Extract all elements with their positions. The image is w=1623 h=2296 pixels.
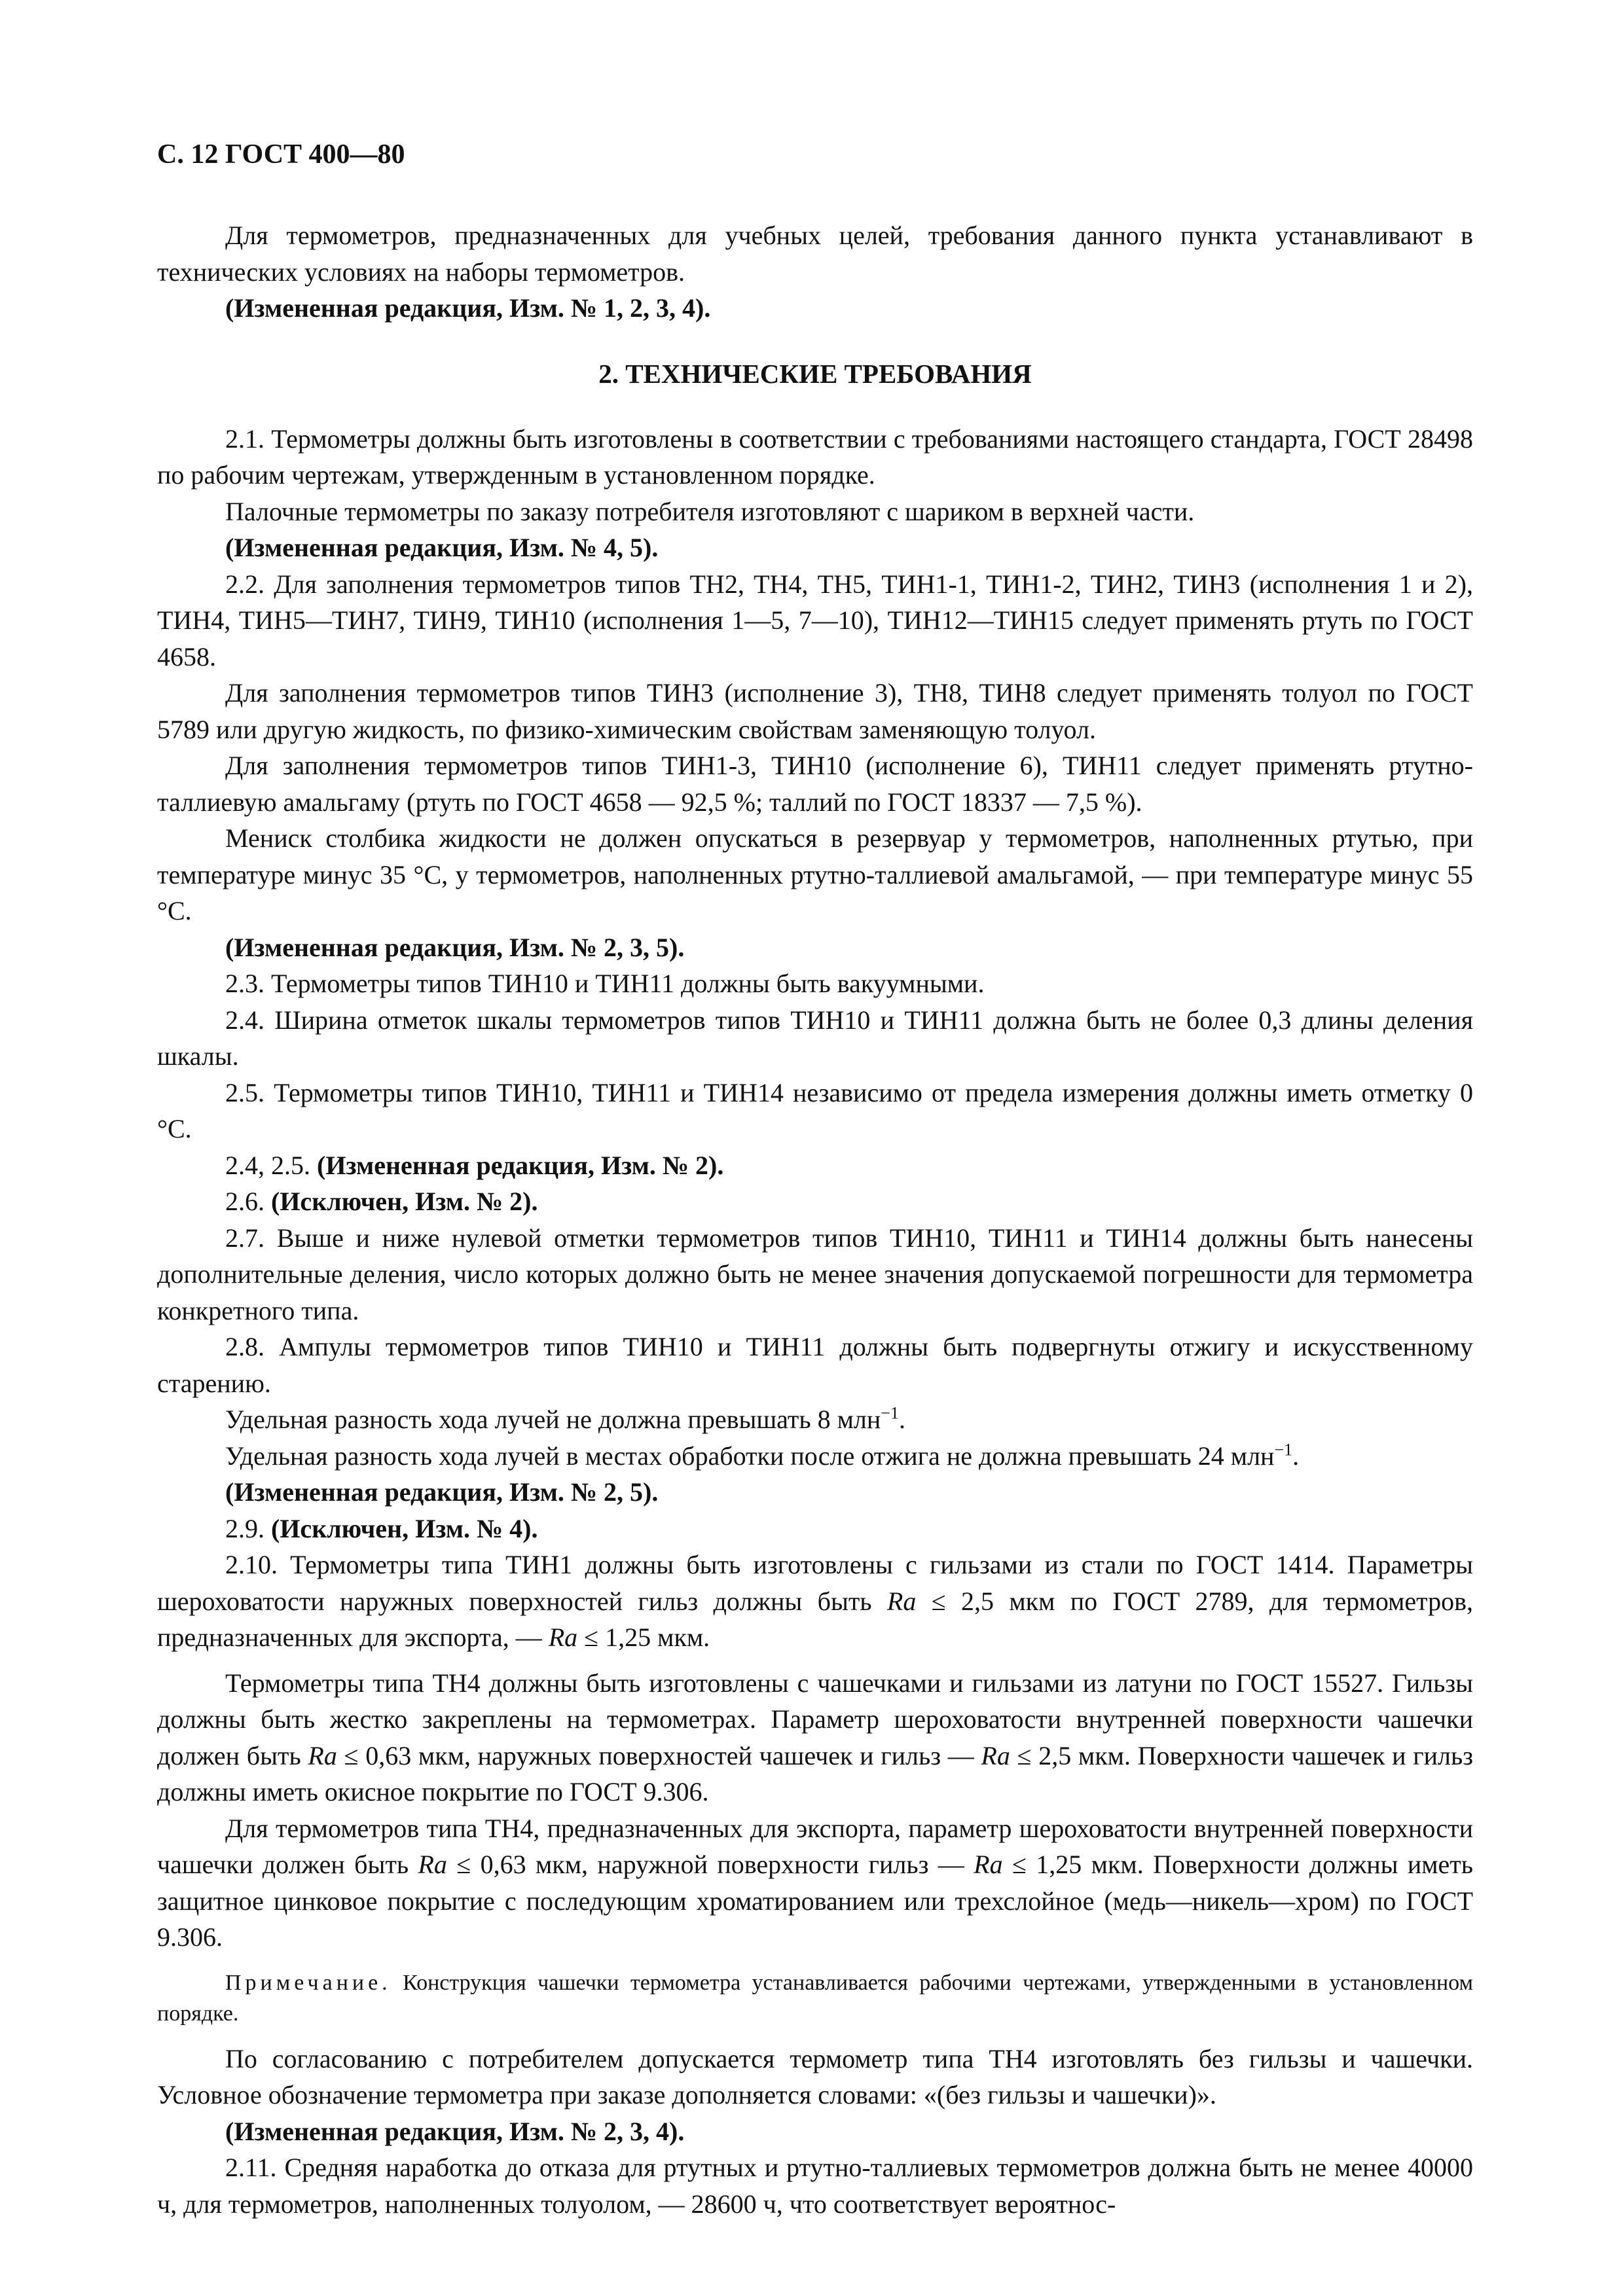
text: Удельная разность хода лучей не должна превышать 8 млн — [225, 1405, 881, 1434]
note-label: Примечание. — [225, 1970, 392, 1995]
text: ≤ 2,5 мкм по ГОСТ 2789, для термометров, предназначенных для экспорта, — — [157, 1586, 1474, 1652]
excluded-note: (Исключен, Изм. № 4). — [271, 1513, 538, 1543]
clause-number: 2.9. — [225, 1513, 264, 1543]
paragraph — [157, 1183, 1473, 1220]
paragraph — [157, 1547, 1473, 1656]
ra-symbol: Ra — [548, 1623, 578, 1652]
text: ≤ 0,63 мкм, наружных поверхностей чашечек и гильз — — [344, 1740, 974, 1770]
text: . — [1292, 1441, 1300, 1471]
text: ≤ 1,25 мкм. Поверхности должны иметь защитное цинковое покрытие с последующим хроматированием или трехслойное (медь—никель—хром) по ГОСТ 9.306. — [157, 1850, 1474, 1952]
text: . — [898, 1405, 905, 1434]
document-page — [157, 137, 1473, 2222]
text: ≤ 1,25 мкм. — [584, 1623, 710, 1652]
amendment-note: (Измененная редакция, Изм. № 4, 5). — [225, 533, 659, 562]
ra-symbol: Ra — [418, 1850, 447, 1879]
paragraph: 2.11. Средняя наработка до отказа для ртутных и ртутно-таллиевых термометров должна быть не менее 40000 ч, для термометров, наполненных толуолом, — 28600 ч, что соответствует вероятнос- — [157, 2153, 1473, 2219]
paragraph: 2.1. Термометры должны быть изготовлены в соответствии с требованиями настоящего стандарта, ГОСТ 28498 по рабочим чертежам, утвержденным в установленном порядке. — [157, 423, 1473, 490]
paragraph: 2.8. Ампулы термометров типов ТИН10 и ТИН11 должны быть подвергнуты отжигу и искусственному старению. — [157, 1332, 1473, 1398]
paragraph — [157, 1401, 1473, 1438]
text: ≤ 2,5 мкм. Поверхности чашечек и гильз должны иметь окисное покрытие по ГОСТ 9.306. — [157, 1740, 1474, 1806]
amendment-note: (Измененная редакция, Изм. № 2, 3, 5). — [225, 932, 685, 962]
paragraph: Палочные термометры по заказу потребителя изготовляют с шариком в верхней части. — [225, 496, 1195, 526]
paragraph: Для термометров, предназначенных для учебных целей, требования данного пункта устанавливают в технических условиях на наборы термометров. — [157, 221, 1473, 287]
clause-number: 2.6. — [225, 1187, 264, 1216]
note — [157, 1967, 1473, 2029]
superscript: −1 — [881, 1403, 899, 1423]
paragraph: 2.2. Для заполнения термометров типов ТН2, ТН4, ТН5, ТИН1-1, ТИН1-2, ТИН2, ТИН3 (исполнения 1 и 2), ТИН4, ТИН5—ТИН7, ТИН9, ТИН10 (исполнения 1—5, 7—10), ТИН12—ТИН15 следует применять ртуть по ГОСТ 4658. — [157, 569, 1473, 672]
excluded-note: (Исключен, Изм. № 2). — [271, 1187, 538, 1216]
section-title: 2. ТЕХНИЧЕСКИЕ ТРЕБОВАНИЯ — [598, 358, 1032, 389]
ra-symbol: Ra — [974, 1850, 1003, 1879]
text: 2.10. Термометры типа ТИН1 должны быть изготовлены с гильзами из стали по ГОСТ 1414. Параметры шероховатости наружных поверхностей гильз должны быть — [157, 1550, 1473, 1616]
paragraph — [157, 1438, 1473, 1475]
amendment-note: (Измененная редакция, Изм. № 1, 2, 3, 4). — [225, 293, 711, 323]
note-text: Конструкция чашечки термометра устанавливается рабочими чертежами, утвержденными в установленном порядке. — [157, 1970, 1474, 2026]
page-header: С. 12 ГОСТ 400—80 — [157, 139, 405, 170]
superscript: −1 — [1274, 1440, 1293, 1460]
text: Для термометров типа ТН4, предназначенных для экспорта, параметр шероховатости внутренней поверхности чашечки должен быть — [157, 1813, 1473, 1879]
paragraph — [157, 1147, 1473, 1184]
paragraph: Для заполнения термометров типов ТИН1-3, ТИН10 (исполнение 6), ТИН11 следует применять ртутно-таллиевую амальгаму (ртуть по ГОСТ 4658 — 92,5 %; таллий по ГОСТ 18337 — 7,5 %). — [157, 751, 1473, 817]
ra-symbol: Ra — [308, 1740, 337, 1770]
text: Термометры типа ТН4 должны быть изготовлены с чашечками и гильзами из латуни по ГОСТ 15527. Гильзы должны быть жестко закреплены на термометрах. Параметр шероховатости внутренней поверхности чашечки должен быть — [157, 1668, 1473, 1770]
paragraph: 2.5. Термометры типов ТИН10, ТИН11 и ТИН14 независимо от предела измерения должны иметь отметку 0 °С. — [157, 1077, 1473, 1143]
text: ≤ 0,63 мкм, наружной поверхности гильз — — [456, 1850, 964, 1879]
amendment-note: (Измененная редакция, Изм. № 2, 3, 4). — [225, 2116, 685, 2146]
paragraph: 2.4. Ширина отметок шкалы термометров типов ТИН10 и ТИН11 должна быть не более 0,3 длины деления шкалы. — [157, 1005, 1473, 1071]
text: Удельная разность хода лучей в местах обработки после отжига не должна превышать 24 млн — [225, 1441, 1275, 1471]
paragraph: По согласованию с потребителем допускается термометр типа ТН4 изготовлять без гильзы и чашечки. Условное обозначение термометра при заказе дополняется словами: «(без гильзы и чашечки)». — [157, 2043, 1473, 2109]
amendment-note: (Измененная редакция, Изм. № 2, 5). — [225, 1477, 659, 1507]
paragraph: Мениск столбика жидкости не должен опускаться в резервуар у термометров, наполненных ртутью, при температуре минус 35 °С, у термометров, наполненных ртутно-таллиевой амальгамой, — при температуре минус 55 °С. — [157, 823, 1473, 925]
amendment-note: (Измененная редакция, Изм. № 2). — [317, 1150, 724, 1180]
ra-symbol: Ra — [981, 1740, 1010, 1770]
paragraph: 2.3. Термометры типов ТИН10 и ТИН11 должны быть вакуумными. — [225, 969, 985, 998]
paragraph — [157, 1810, 1473, 1956]
paragraph: 2.7. Выше и ниже нулевой отметки термометров типов ТИН10, ТИН11 и ТИН14 должны быть нанесены дополнительные деления, число которых должно быть не менее значения допускаемой погрешности для термометра конкретного типа. — [157, 1223, 1473, 1325]
ra-symbol: Ra — [886, 1586, 917, 1616]
paragraph — [157, 1665, 1473, 1810]
clause-number: 2.4, 2.5. — [225, 1150, 310, 1180]
paragraph — [157, 1511, 1473, 1547]
paragraph: Для заполнения термометров типов ТИН3 (исполнение 3), ТН8, ТИН8 следует применять толуол по ГОСТ 5789 или другую жидкость, по физико-химическим свойствам заменяющую толуол. — [157, 678, 1473, 744]
